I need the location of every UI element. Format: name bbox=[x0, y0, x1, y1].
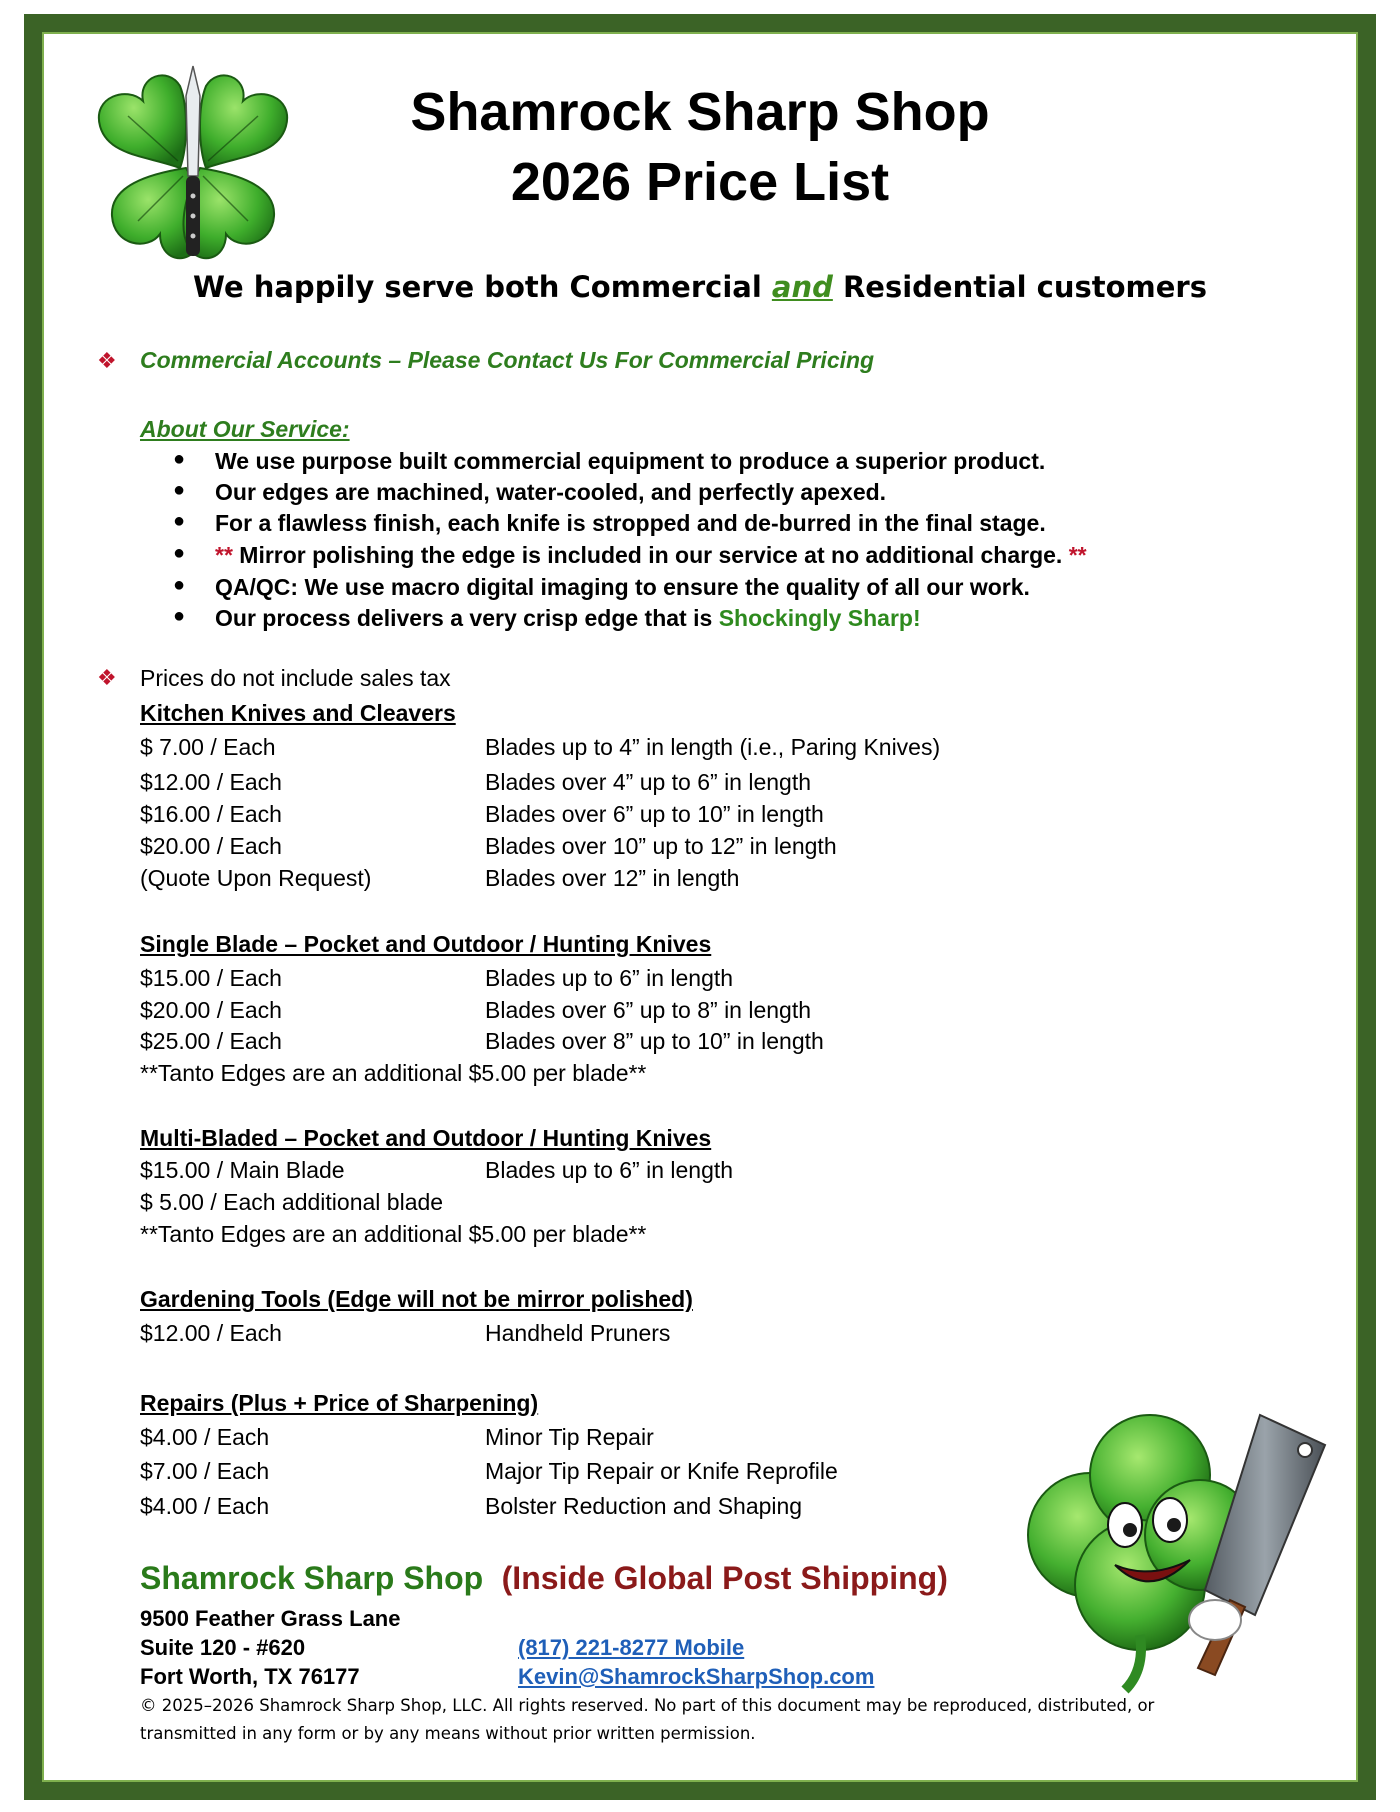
about-item-1: ● We use purpose built commercial equipment to produce a superior product. bbox=[173, 448, 1046, 474]
section-heading-repairs: Repairs (Plus + Price of Sharpening) bbox=[140, 1390, 539, 1416]
section-heading-gardening: Gardening Tools (Edge will not be mirror polished) bbox=[140, 1286, 693, 1312]
price-row: $7.00 / Each Major Tip Repair or Knife Reprofile bbox=[140, 1458, 838, 1484]
price-row: $12.00 / Each Blades over 4” up to 6” in length bbox=[140, 769, 812, 795]
footer-location-note: (Inside Global Post Shipping) bbox=[501, 1560, 948, 1596]
address-line-1: 9500 Feather Grass Lane bbox=[140, 1606, 401, 1631]
price-row: $15.00 / Each Blades up to 6” in length bbox=[140, 965, 734, 991]
about-heading: About Our Service: bbox=[140, 416, 350, 442]
tanto-note: **Tanto Edges are an additional $5.00 per blade** bbox=[140, 1060, 647, 1086]
diamond-bullet-icon: ❖ bbox=[97, 348, 117, 373]
price-row: $ 7.00 / Each Blades up to 4” in length (i.e., Paring Knives) bbox=[140, 734, 941, 760]
shamrock-knife-logo-icon bbox=[88, 56, 298, 278]
tanto-note: **Tanto Edges are an additional $5.00 per blade** bbox=[140, 1221, 647, 1247]
section-heading-kitchen: Kitchen Knives and Cleavers bbox=[140, 700, 456, 726]
about-item-3: ● For a flawless finish, each knife is stropped and de-burred in the final stage. bbox=[173, 510, 1046, 536]
about-item-qa: ● QA/QC: We use macro digital imaging to ensure the quality of all our work. bbox=[173, 574, 1030, 600]
price-row: $ 5.00 / Each additional blade bbox=[140, 1189, 444, 1215]
section-heading-multi-bladed: Multi-Bladed – Pocket and Outdoor / Hunting Knives bbox=[140, 1125, 712, 1151]
phone-link[interactable]: (817) 221-8277 Mobile bbox=[518, 1635, 745, 1660]
page-subtitle bbox=[150, 270, 1250, 304]
page-title-line1: Shamrock Sharp Shop bbox=[410, 82, 990, 142]
price-row: $20.00 / Each Blades over 10” up to 12” in length bbox=[140, 833, 837, 859]
commercial-accounts-note: Commercial Accounts – Please Contact Us For Commercial Pricing bbox=[140, 347, 875, 373]
copyright-notice: © 2025–2026 Shamrock Sharp Shop, LLC. All rights reserved. No part of this document may be reproduced, distributed, or transmitted in any form or by any means without prior written permission. bbox=[140, 1696, 1155, 1743]
subtitle-part1: We happily serve both Commercial bbox=[193, 270, 772, 304]
about-item-process: ● Our process delivers a very crisp edge that is Shockingly Sharp! bbox=[173, 605, 921, 631]
price-row: $12.00 / Each Handheld Pruners bbox=[140, 1320, 671, 1346]
price-row: $25.00 / Each Blades over 8” up to 10” in length bbox=[140, 1028, 824, 1054]
price-row: $16.00 / Each Blades over 6” up to 10” in length bbox=[140, 801, 824, 827]
price-row: (Quote Upon Request) Blades over 12” in length bbox=[140, 865, 740, 891]
tax-note: Prices do not include sales tax bbox=[140, 665, 451, 691]
address-line-2: Suite 120 - #620 bbox=[140, 1635, 306, 1660]
about-item-mirror: ● ** Mirror polishing the edge is included in our service at no additional charge. ** bbox=[173, 542, 1087, 568]
subtitle-part2: Residential customers bbox=[832, 270, 1207, 304]
shamrock-cleaver-mascot-icon bbox=[1020, 1385, 1340, 1695]
subtitle-and: and bbox=[771, 270, 833, 304]
footer-title bbox=[140, 1560, 948, 1597]
price-row: $4.00 / Each Bolster Reduction and Shaping bbox=[140, 1493, 803, 1519]
page-title-line2: 2026 Price List bbox=[510, 152, 890, 212]
price-row: $4.00 / Each Minor Tip Repair bbox=[140, 1424, 654, 1450]
email-link[interactable]: Kevin@ShamrockSharpShop.com bbox=[518, 1664, 875, 1689]
address-line-3: Fort Worth, TX 76177 bbox=[140, 1664, 360, 1689]
about-item-2: ● Our edges are machined, water-cooled, and perfectly apexed. bbox=[173, 479, 887, 505]
price-row: $15.00 / Main Blade Blades up to 6” in length bbox=[140, 1157, 734, 1183]
price-row: $20.00 / Each Blades over 6” up to 8” in length bbox=[140, 997, 812, 1023]
diamond-bullet-icon: ❖ bbox=[97, 665, 117, 690]
section-heading-single-blade: Single Blade – Pocket and Outdoor / Hunting Knives bbox=[140, 931, 712, 957]
footer-shop-name: Shamrock Sharp Shop bbox=[140, 1560, 484, 1596]
